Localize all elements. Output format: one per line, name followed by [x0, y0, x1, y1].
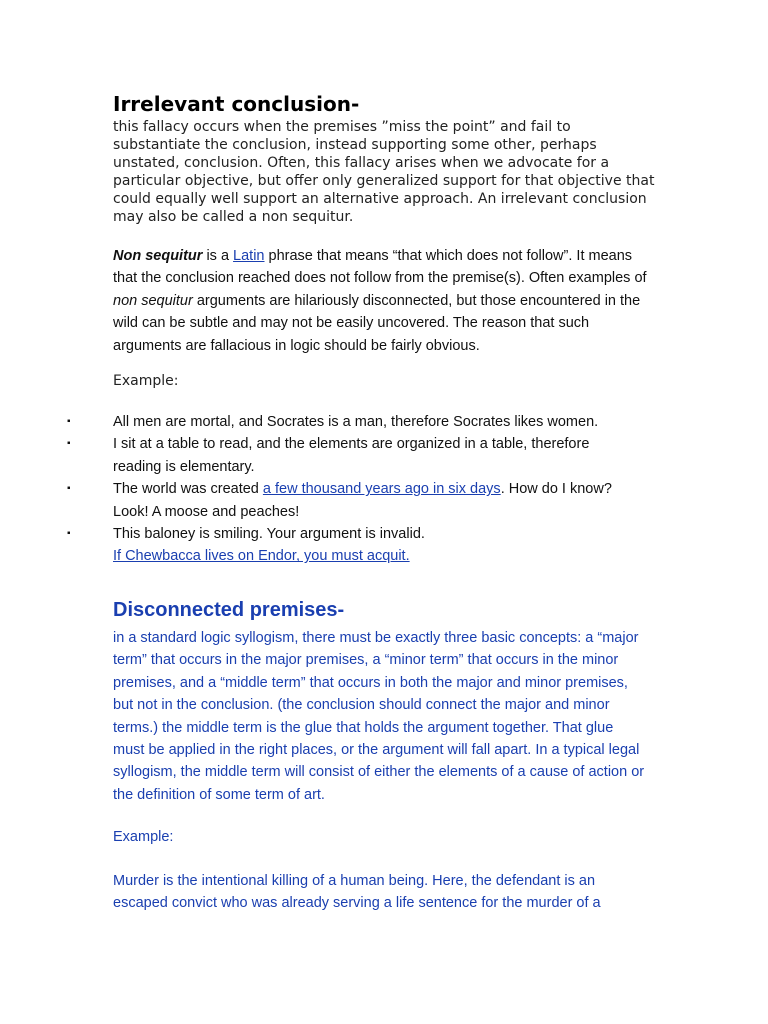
bullet-icon: ▪: [67, 416, 71, 427]
list-item: [0, 478, 638, 523]
bullet-icon: ▪: [67, 438, 71, 450]
non-sequitur-term: Non sequitur: [113, 248, 203, 264]
latin-link[interactable]: Latin: [233, 248, 265, 264]
example-label: Example:: [113, 373, 179, 389]
non-sequitur-text-3: arguments are hilariously disconnected, but those encountered in the wild can be subtle and may not be easily uncovered. The reason that such arguments are fallacious in logic should be fairly obvious.: [113, 292, 641, 354]
example-text: All men are mortal, and Socrates is a man, therefore Socrates likes women.: [113, 414, 599, 430]
irrelevant-conclusion-intro: this fallacy occurs when the premises ”miss the point” and fail to substantiate the conclusion, instead supporting some other, perhaps unstated, conclusion. Often, this fallacy arises when we advocate for a particular objective, but offer only generalized support for that objective that could equally well support an alternative approach. An irrelevant conclusion may also be called a non sequitur.: [113, 119, 655, 225]
murder-example-text: Murder is the intentional killing of a human being. Here, the defendant is an escaped convict who was already serving a life sentence for the murder of a: [113, 873, 601, 912]
list-item: [0, 523, 638, 568]
six-days-link[interactable]: a few thousand years ago in six days: [262, 481, 501, 498]
list-item: [0, 433, 638, 478]
example-text: This baloney is smiling. Your argument is invalid.: [113, 526, 425, 543]
non-sequitur-text-2: phrase that means “that which does not follow”. It means that the conclusion reached does not follow from the premise(s). Often examples of: [113, 248, 647, 287]
non-sequitur-text-1: is a: [202, 248, 234, 264]
disconnected-premises-heading: Disconnected premises-: [113, 599, 345, 621]
disconnected-premises-body: in a standard logic syllogism, there must be exactly three basic concepts: a “major term” that occurs in the major premises, a “minor term” that occurs in the minor premises, and a “middle term” that occurs in both the major and minor premises, but not in the conclusion. (the conclusion should connect the major and minor terms.) the middle term is the glue that holds the argument together. That glue must be applied in the right places, or the argument will fall apart. In a typical legal syllogism, the middle term will consist of either the elements of a cause of action or the definition of some term of art.: [113, 630, 645, 803]
examples-list: [0, 411, 768, 568]
irrelevant-conclusion-heading: Irrelevant conclusion-: [113, 92, 360, 116]
example-text: . How do I know? Look! A moose and peaches!: [113, 481, 612, 520]
non-sequitur-term-italic: non sequitur: [113, 292, 193, 309]
non-sequitur-paragraph: [113, 245, 648, 357]
chewbacca-link[interactable]: If Chewbacca lives on Endor, you must acquit.: [113, 548, 410, 565]
bullet-icon: ▪: [67, 483, 71, 495]
disconnected-example-label: Example:: [113, 829, 174, 845]
bullet-icon: ▪: [67, 528, 71, 540]
example-text: I sit at a table to read, and the elements are organized in a table, therefore reading is elementary.: [113, 436, 590, 475]
list-item: [0, 411, 638, 433]
example-text: The world was created: [113, 481, 263, 498]
